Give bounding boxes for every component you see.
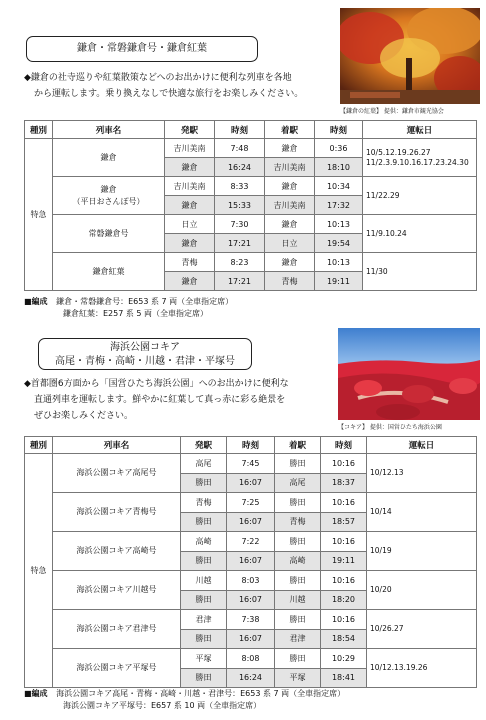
section2-title-line1: 海浜公園コキア [110,342,180,353]
header-cell: 発駅 [165,121,215,139]
section1-intro-line2: から運転します。乗り換えなしで快適な旅行をお楽しみください。 [34,89,304,99]
header-cell: 時刻 [215,121,265,139]
arrival-station-cell: 勝田 [275,649,321,669]
arrival-time-cell: 18:54 [321,629,367,649]
departure-station-cell: 吉川美南 [165,139,215,158]
arrival-station-cell: 勝田 [275,532,321,552]
table-row [25,493,477,513]
departure-station-cell: 鎌倉 [165,234,215,253]
header-cell: 種別 [25,121,53,139]
departure-time-cell: 16:24 [227,668,275,688]
table-row [25,649,477,669]
arrival-station-cell: 高尾 [275,473,321,493]
arrival-time-cell: 10:16 [321,610,367,630]
section2-note-line1: 海浜公園コキア高尾・青梅・高崎・川越・君津号：E653 系 7 両（全車指定席） [56,689,346,698]
departure-station-cell: 君津 [181,610,227,630]
header-cell: 着駅 [265,121,315,139]
arrival-station-cell: 川越 [275,590,321,610]
arrival-station-cell: 鎌倉 [265,139,315,158]
arrival-station-cell: 高崎 [275,551,321,571]
arrival-station-cell: 吉川美南 [265,196,315,215]
section1-note-line2: 鎌倉紅葉：E257 系 5 両（全車指定席） [63,309,209,318]
operating-days-cell: 10/20 [367,571,477,610]
section2-title [38,338,252,370]
operating-days-cell: 10/12.13.19.26 [367,649,477,688]
departure-station-cell: 高崎 [181,532,227,552]
arrival-station-cell: 勝田 [275,571,321,591]
header-cell: 時刻 [227,437,275,454]
departure-time-cell: 16:07 [227,512,275,532]
arrival-time-cell: 19:54 [315,234,363,253]
train-name-cell: 海浜公園コキア君津号 [53,610,181,649]
operating-days-cell: 11/30 [363,253,477,291]
section1-note-label: ■編成 [24,297,48,306]
section2-photo-caption: 【コキア】 提供：国営ひたち海浜公園 [338,424,442,431]
header-cell: 運転日 [363,121,477,139]
arrival-time-cell: 19:11 [315,272,363,291]
section1-title: 鎌倉・常磐鎌倉号・鎌倉紅葉 [26,36,258,62]
train-name-cell: 常磐鎌倉号 [53,215,165,253]
arrival-time-cell: 10:29 [321,649,367,669]
arrival-time-cell: 10:16 [321,454,367,474]
departure-time-cell: 15:33 [215,196,265,215]
train-name-cell: 鎌倉 [53,139,165,177]
departure-station-cell: 勝田 [181,629,227,649]
section2-note-label: ■編成 [24,689,48,698]
train-name-cell: 海浜公園コキア平塚号 [53,649,181,688]
table-row [25,454,477,474]
departure-station-cell: 勝田 [181,590,227,610]
arrival-station-cell: 勝田 [275,454,321,474]
departure-station-cell: 鎌倉 [165,272,215,291]
arrival-station-cell: 青梅 [265,272,315,291]
departure-time-cell: 17:21 [215,234,265,253]
departure-station-cell: 青梅 [165,253,215,272]
arrival-time-cell: 18:57 [321,512,367,532]
header-cell: 時刻 [315,121,363,139]
arrival-time-cell: 10:13 [315,215,363,234]
departure-time-cell: 7:22 [227,532,275,552]
departure-station-cell: 鎌倉 [165,158,215,177]
arrival-time-cell: 18:10 [315,158,363,177]
table-row [25,177,477,196]
operating-days-cell: 10/26.27 [367,610,477,649]
arrival-time-cell: 10:34 [315,177,363,196]
section1-intro [24,70,344,102]
departure-time-cell: 8:03 [227,571,275,591]
departure-time-cell: 16:07 [227,590,275,610]
train-name-cell: 海浜公園コキア青梅号 [53,493,181,532]
section1-timetable [24,120,477,291]
departure-station-cell: 高尾 [181,454,227,474]
arrival-station-cell: 勝田 [275,610,321,630]
arrival-time-cell: 19:11 [321,551,367,571]
section2-intro-line3: ぜひお楽しみください。 [34,411,134,421]
header-cell: 列車名 [53,437,181,454]
departure-station-cell: 川越 [181,571,227,591]
departure-time-cell: 7:45 [227,454,275,474]
departure-time-cell: 7:38 [227,610,275,630]
section2-intro-line2: 直通列車を運転します。鮮やかに紅葉して真っ赤に彩る絶景を [34,395,286,405]
section1-note-line1: 鎌倉・常磐鎌倉号：E653 系 7 両（全車指定席） [56,297,234,306]
departure-station-cell: 勝田 [181,668,227,688]
train-name-cell: 海浜公園コキア川越号 [53,571,181,610]
header-cell: 列車名 [53,121,165,139]
arrival-time-cell: 10:16 [321,571,367,591]
table-row [25,571,477,591]
departure-time-cell: 16:07 [227,551,275,571]
departure-time-cell: 8:23 [215,253,265,272]
departure-station-cell: 吉川美南 [165,177,215,196]
table-row [25,610,477,630]
arrival-station-cell: 日立 [265,234,315,253]
section2-note [24,688,345,712]
departure-time-cell: 16:24 [215,158,265,177]
operating-days-cell: 10/19 [367,532,477,571]
section2-intro [24,376,344,424]
section2-title-line2: 高尾・青梅・高崎・川越・君津・平塚号 [55,356,235,367]
departure-station-cell: 勝田 [181,512,227,532]
operating-days-cell: 10/12.13 [367,454,477,493]
arrival-time-cell: 17:32 [315,196,363,215]
arrival-station-cell: 鎌倉 [265,215,315,234]
train-name-cell: 鎌倉紅葉 [53,253,165,291]
operating-days-cell: 10/14 [367,493,477,532]
operating-days-cell: 11/9.10.24 [363,215,477,253]
departure-station-cell: 鎌倉 [165,196,215,215]
header-cell: 発駅 [181,437,227,454]
header-cell: 着駅 [275,437,321,454]
departure-station-cell: 平塚 [181,649,227,669]
table-row [25,139,477,158]
section2-timetable [24,436,477,688]
section2-intro-line1: ◆首都圏6方面から「国営ひたち海浜公園」へのお出かけに便利な [24,379,289,389]
section1-photo-caption: 【鎌倉の紅葉】 提供：鎌倉市観光協会 [340,108,444,115]
train-type-cell: 特急 [25,454,53,688]
arrival-station-cell: 鎌倉 [265,253,315,272]
section1-note [24,296,233,320]
departure-time-cell: 16:07 [227,473,275,493]
departure-time-cell: 7:30 [215,215,265,234]
arrival-station-cell: 平塚 [275,668,321,688]
train-name-cell: 海浜公園コキア高崎号 [53,532,181,571]
kochia-photo [338,328,480,420]
kamakura-autumn-photo [340,8,480,104]
departure-time-cell: 7:48 [215,139,265,158]
departure-time-cell: 8:08 [227,649,275,669]
departure-time-cell: 17:21 [215,272,265,291]
table-row [25,532,477,552]
header-cell: 種別 [25,437,53,454]
section1-intro-line1: ◆鎌倉の社寺巡りや紅葉散策などへのお出かけに便利な列車を各地 [24,73,292,83]
train-name-cell: 海浜公園コキア高尾号 [53,454,181,493]
train-type-cell: 特急 [25,139,53,291]
departure-time-cell: 7:25 [227,493,275,513]
header-cell: 時刻 [321,437,367,454]
arrival-time-cell: 0:36 [315,139,363,158]
arrival-time-cell: 10:13 [315,253,363,272]
arrival-station-cell: 鎌倉 [265,177,315,196]
departure-time-cell: 16:07 [227,629,275,649]
arrival-station-cell: 勝田 [275,493,321,513]
header-cell: 運転日 [367,437,477,454]
arrival-station-cell: 青梅 [275,512,321,532]
departure-station-cell: 青梅 [181,493,227,513]
departure-station-cell: 日立 [165,215,215,234]
table-row [25,215,477,234]
operating-days-cell: 11/22.29 [363,177,477,215]
table-row [25,253,477,272]
arrival-time-cell: 18:41 [321,668,367,688]
section2-note-line2: 海浜公園コキア平塚号：E657 系 10 両（全車指定席） [63,701,262,710]
arrival-time-cell: 18:37 [321,473,367,493]
train-name-cell: 鎌倉 （平日おさんぽ号） [53,177,165,215]
arrival-time-cell: 10:16 [321,493,367,513]
departure-time-cell: 8:33 [215,177,265,196]
arrival-station-cell: 吉川美南 [265,158,315,177]
departure-station-cell: 勝田 [181,473,227,493]
departure-station-cell: 勝田 [181,551,227,571]
arrival-station-cell: 君津 [275,629,321,649]
arrival-time-cell: 10:16 [321,532,367,552]
operating-days-cell: 10/5.12.19.26.27 11/2.3.9.10.16.17.23.24.30 [363,139,477,177]
arrival-time-cell: 18:20 [321,590,367,610]
